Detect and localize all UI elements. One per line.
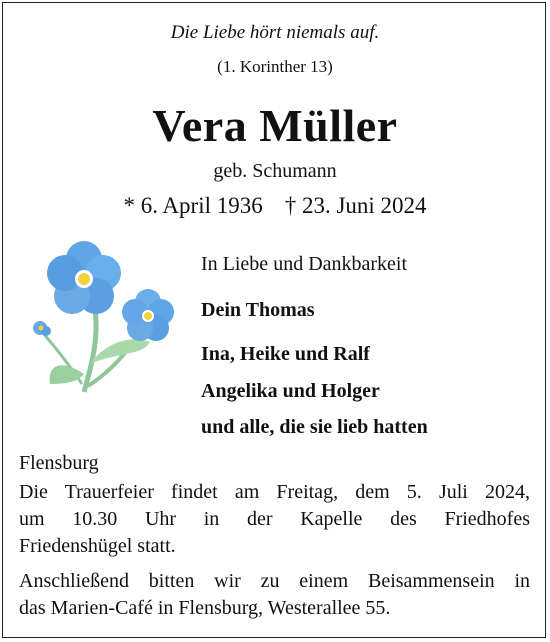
gathering-info xyxy=(19,568,530,622)
gathering-line-2: das Marien-Café in Flensburg, Westerallee 55. xyxy=(19,597,391,619)
mourner-family-2: Angelika und Holger xyxy=(201,380,380,402)
death-date: † 23. Juni 2024 xyxy=(284,193,427,218)
funeral-line-1: Die Trauerfeier findet am Freitag, dem 5. Juli 2024, xyxy=(19,481,530,503)
mourner-family-1: Ina, Heike und Ralf xyxy=(201,343,370,365)
thanks-line: In Liebe und Dankbarkeit xyxy=(201,253,408,275)
birth-date: * 6. April 1936 xyxy=(123,193,263,218)
deceased-name: Vera Müller xyxy=(152,100,398,151)
mourner-all: und alle, die sie lieb hatten xyxy=(201,416,428,438)
life-dates xyxy=(0,193,550,219)
gathering-line-1: Anschließend bitten wir zu einem Beisammensein in xyxy=(19,570,530,592)
funeral-info xyxy=(19,479,530,560)
bible-quote: Die Liebe hört niemals auf. xyxy=(170,22,380,43)
funeral-line-2: um 10.30 Uhr in der Kapelle des Friedhofes xyxy=(19,508,530,530)
mourner-husband: Dein Thomas xyxy=(201,299,315,321)
forget-me-not-flower-icon xyxy=(22,234,192,394)
birth-name: geb. Schumann xyxy=(213,160,337,182)
bible-reference: (1. Korinther 13) xyxy=(217,57,333,76)
city: Flensburg xyxy=(19,452,99,474)
funeral-line-3: Friedenshügel statt. xyxy=(19,535,176,557)
